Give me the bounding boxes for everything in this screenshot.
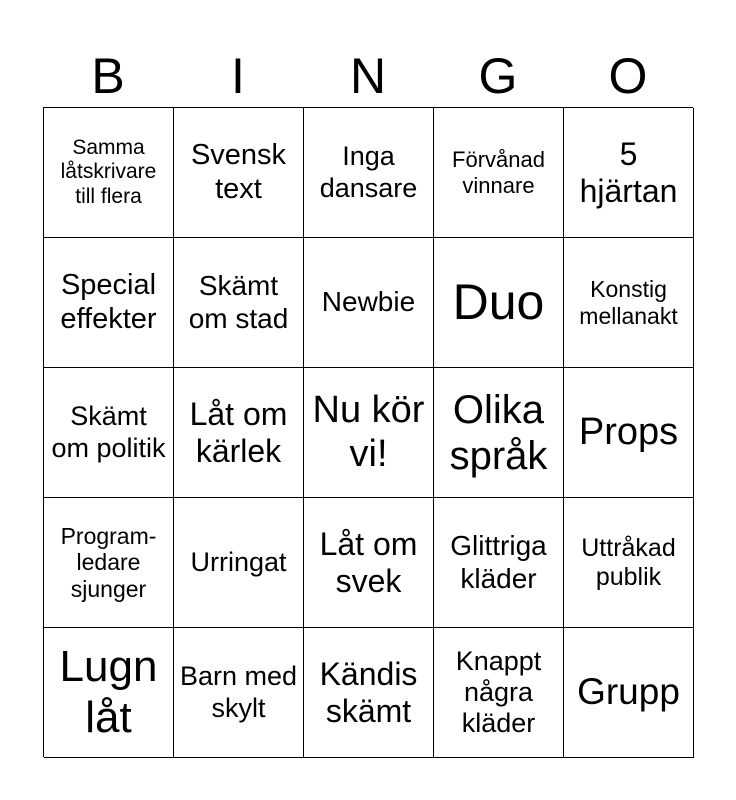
bingo-cell-text: Inga dansare [319, 141, 418, 203]
bingo-cell[interactable] [174, 628, 304, 758]
bingo-cell[interactable] [44, 238, 174, 368]
bingo-cell-text: Svensk text [190, 139, 287, 205]
bingo-cell-text: Kändis skämt [319, 655, 418, 729]
bingo-cell[interactable] [564, 238, 694, 368]
bingo-cell-text: Skämt om politik [51, 401, 166, 463]
bingo-cell-text: Props [578, 410, 679, 453]
bingo-cell[interactable] [304, 238, 434, 368]
bingo-cell-text: Grupp [577, 671, 680, 713]
bingo-cell-text: Samma låtskrivare till flera [60, 136, 157, 208]
bingo-cell-text: Newbie [321, 286, 416, 318]
bingo-cell[interactable] [434, 238, 564, 368]
bingo-cell[interactable] [174, 108, 304, 238]
bingo-cell-text: Konstig mellanakt [579, 276, 678, 329]
header-letter-b: B [91, 48, 125, 104]
bingo-cell[interactable] [44, 498, 174, 628]
bingo-cell[interactable] [44, 628, 174, 758]
bingo-header [43, 44, 693, 108]
bingo-cell[interactable] [564, 108, 694, 238]
bingo-cell-text: Program-ledare sjunger [60, 522, 157, 602]
bingo-cell-text: Låt om kärlek [189, 395, 288, 469]
bingo-cell-text: Barn med skylt [179, 661, 298, 723]
bingo-cell[interactable] [174, 368, 304, 498]
header-letter-n: N [349, 48, 387, 104]
bingo-cell[interactable] [44, 368, 174, 498]
bingo-cell[interactable] [564, 628, 694, 758]
bingo-cell-text: Glittriga kläder [450, 530, 547, 594]
bingo-cell[interactable] [434, 368, 564, 498]
bingo-cell[interactable] [304, 108, 434, 238]
bingo-cell-text: Urringat [190, 546, 287, 577]
bingo-cell[interactable] [174, 498, 304, 628]
bingo-cell-text: Special effekter [60, 269, 157, 335]
header-letter-i: I [231, 48, 245, 104]
header-letter-o: O [608, 48, 648, 104]
header-letter-g: G [478, 48, 518, 104]
bingo-cell-text: Skämt om stad [188, 270, 289, 334]
bingo-cell[interactable] [304, 368, 434, 498]
bingo-board [43, 107, 693, 757]
bingo-cell-text: Lugn låt [59, 641, 158, 742]
bingo-cell[interactable] [304, 498, 434, 628]
bingo-cell[interactable] [174, 238, 304, 368]
bingo-cell[interactable] [434, 498, 564, 628]
bingo-cell-text: 5 hjärtan [579, 135, 678, 209]
bingo-cell[interactable] [44, 108, 174, 238]
bingo-cell[interactable] [564, 498, 694, 628]
bingo-cell-text: Nu kör vi! [312, 388, 425, 475]
bingo-cell[interactable] [434, 108, 564, 238]
bingo-cell[interactable] [564, 368, 694, 498]
bingo-cell-text: Duo [452, 273, 545, 330]
bingo-cell-text: Knappt några kläder [455, 645, 542, 739]
bingo-cell-text: Uttråkad publik [581, 533, 676, 591]
bingo-cell-text: Olika språk [449, 387, 548, 478]
bingo-cell[interactable] [434, 628, 564, 758]
bingo-cell-text: Låt om svek [319, 525, 418, 599]
bingo-cell-text: Förvånad vinnare [452, 147, 545, 198]
bingo-cell[interactable] [304, 628, 434, 758]
